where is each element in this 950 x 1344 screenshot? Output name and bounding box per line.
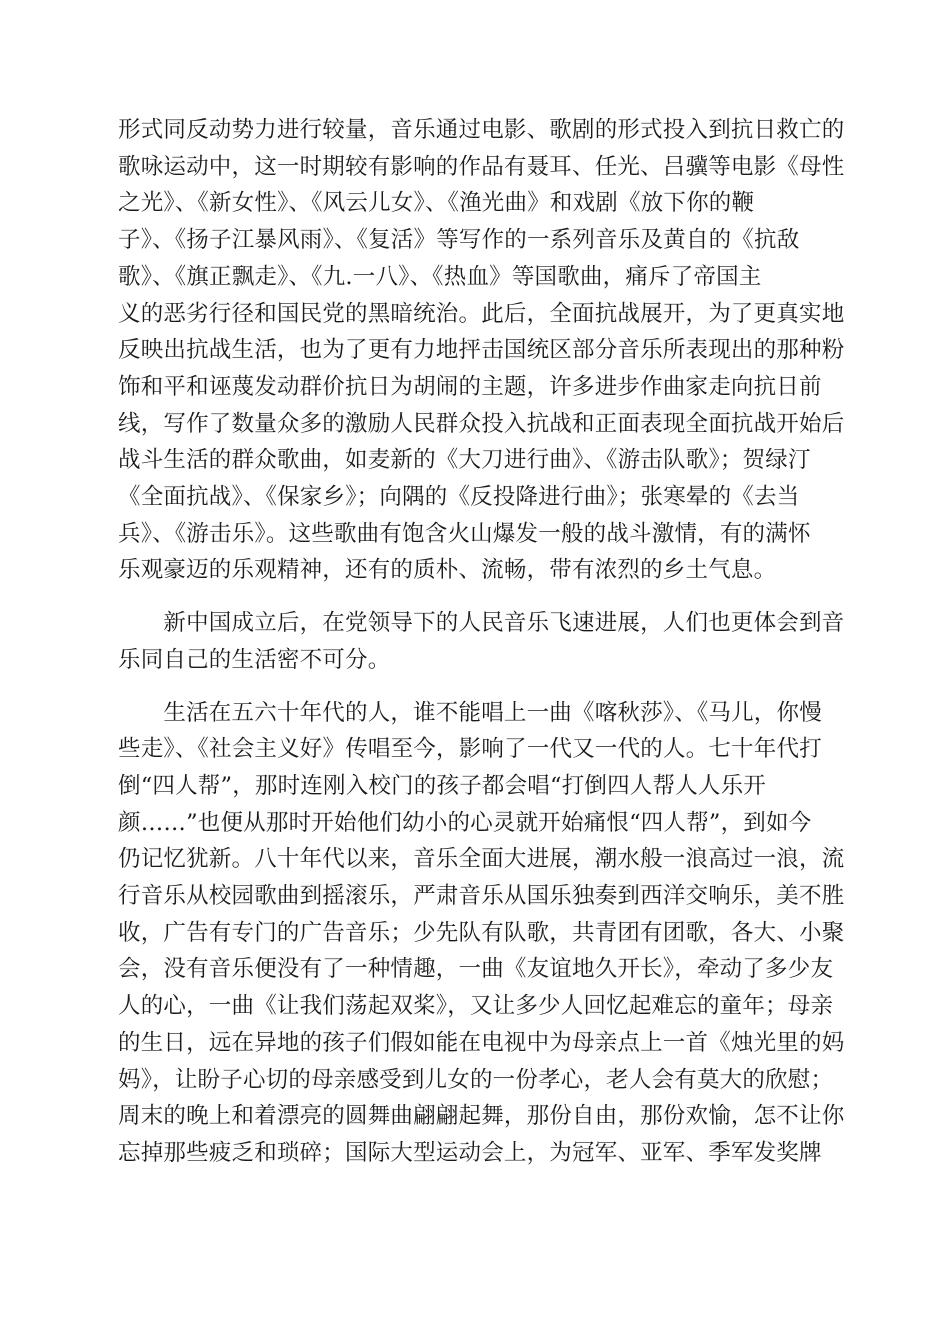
paragraph-3 [118,695,845,1172]
text-line: 乐同自己的生活密不可分。 [118,646,391,673]
text-line: 忘掉那些疲乏和琐碎；国际大型运动会上，为冠军、亚军、季军发奖牌 [118,1139,822,1166]
text-line: 颜……”也便从那时开始他们幼小的心灵就开始痛恨“四人帮”，到如今 [118,809,812,836]
text-line: 周末的晚上和着漂亮的圆舞曲翩翩起舞，那份自由，那份欢愉，怎不让你 [118,1103,845,1130]
text-line: 歌咏运动中，这一时期较有影响的作品有聂耳、任光、吕骥等电影《母性 [118,153,845,180]
text-line: 收，广告有专门的广告音乐；少先队有队歌，共青团有团歌，各大、小聚 [118,919,845,946]
text-line: 战斗生活的群众歌曲，如麦新的《大刀进行曲》、《游击队歌》；贺绿汀 [118,447,811,474]
document-body [118,112,845,1172]
text-line: 妈》，让盼子心切的母亲感受到儿女的一份孝心，老人会有莫大的欣慰； [118,1066,834,1093]
text-line: 行音乐从校园歌曲到摇滚乐，严肃音乐从国乐独奏到西洋交响乐，美不胜 [118,883,845,910]
text-line: 生活在五六十年代的人，谁不能唱上一曲《喀秋莎》、《马儿，你慢 [118,699,822,726]
text-line: 倒“四人帮”，那时连刚入校门的孩子都会唱“打倒四人帮人人乐开 [118,772,767,799]
text-line: 些走》、《社会主义好》传唱至今，影响了一代又一代的人。七十年代打 [118,736,822,763]
text-line: 线，写作了数量众多的激励人民群众投入抗战和正面表现全面抗战开始后 [118,410,845,437]
text-line: 人的心，一曲《让我们荡起双桨》，又让多少人回忆起难忘的童年；母亲 [118,993,834,1020]
paragraph-1 [118,112,845,589]
text-line: 《全面抗战》、《保家乡》；向隅的《反投降进行曲》；张寒晕的《去当 [118,484,800,511]
text-line: 饰和平和诬蔑发动群价抗日为胡闹的主题，许多进步作曲家走向抗日前 [118,373,822,400]
text-line: 会，没有音乐便没有了一种情趣，一曲《友谊地久开长》，牵动了多少友 [118,956,834,983]
text-line: 新中国成立后，在党领导下的人民音乐飞速进展，人们也更体会到音 [118,610,845,637]
text-line: 仍记忆犹新。八十年代以来，音乐全面大进展，潮水般一浪高过一浪，流 [118,846,845,873]
text-line: 乐观豪迈的乐观精神，还有的质朴、流畅，带有浓烈的乡土气息。 [118,557,777,584]
text-line: 反映出抗战生活，也为了更有力地抨击国统区部分音乐所表现出的那种粉 [118,337,845,364]
text-line: 的生日，远在异地的孩子们假如能在电视中为母亲点上一首《烛光里的妈 [118,1029,845,1056]
text-line: 形式同反动势力进行较量，音乐通过电影、歌剧的形式投入到抗日救亡的 [118,117,845,143]
text-line: 兵》、《游击乐》。这些歌曲有饱含火山爆发一般的战斗激情，有的满怀 [118,520,811,547]
text-line: 子》、《扬子江暴风雨》、《复活》等写作的一系列音乐及黄自的《抗敌 [118,227,800,254]
text-line: 歌》、《旗正飘走》、《九.一八》、《热血》等国歌曲，痛斥了帝国主 [118,263,762,290]
text-line: 义的恶劣行径和国民党的黑暗统治。此后，全面抗战展开，为了更真实地 [118,300,845,327]
text-line: 之光》、《新女性》、《风云儿女》、《渔光曲》和戏剧《放下你的鞭 [118,190,755,217]
paragraph-2 [118,605,845,678]
